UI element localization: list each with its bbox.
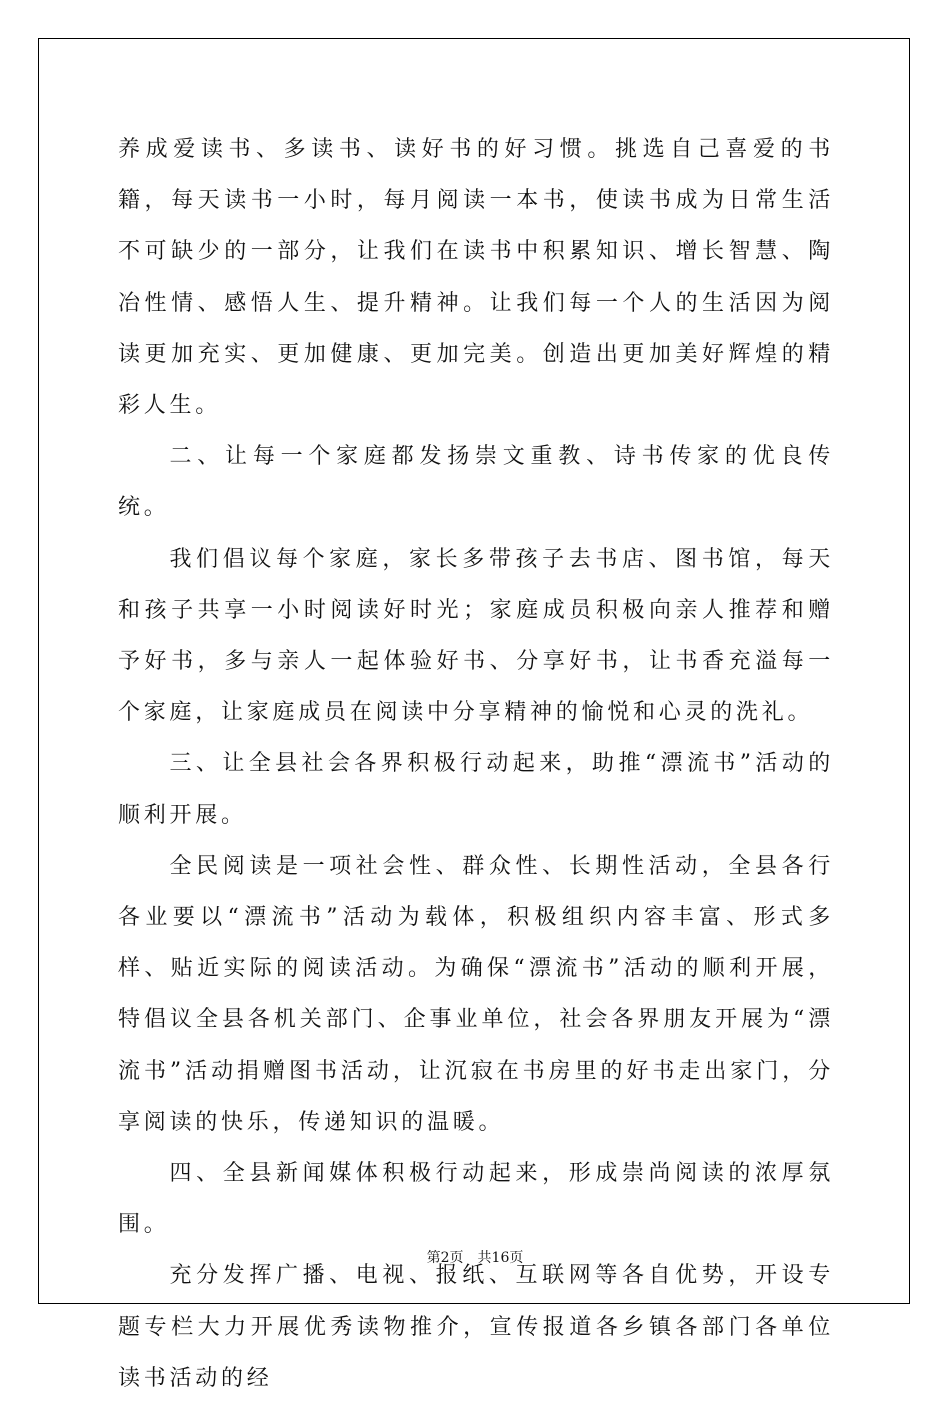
heading-section-3: 三、让全县社会各界积极行动起来，助推“漂流书”活动的顺利开展。: [118, 751, 834, 828]
page-number: 第2页: [426, 1250, 464, 1266]
paragraph-media: 充分发挥广播、电视、报纸、互联网等各自优势，开设专题专栏大力开展优秀读物推介，宣传报道各乡镇各部门各单位读书活动的经: [118, 1263, 834, 1391]
page-footer: [0, 1247, 950, 1267]
heading-section-2: 二、让每一个家庭都发扬崇文重教、诗书传家的优良传统。: [118, 444, 834, 521]
paragraph-continuation: 养成爱读书、多读书、读好书的好习惯。挑选自己喜爱的书籍，每天读书一小时，每月阅读一本书，使读书成为日常生活不可缺少的一部分，让我们在读书中积累知识、增长智慧、陶冶性情、感悟人生、提升精神。让我们每一个人的生活因为阅读更加充实、更加健康、更加完美。创造出更加美好辉煌的精彩人生。: [118, 137, 834, 419]
document-body: [118, 124, 834, 1404]
paragraph-family-reading: 我们倡议每个家庭，家长多带孩子去书店、图书馆，每天和孩子共享一小时阅读好时光；家庭成员积极向亲人推荐和赠予好书，多与亲人一起体验好书、分享好书，让书香充溢每一个家庭，让家庭成员在阅读中分享精神的愉悦和心灵的洗礼。: [118, 546, 834, 726]
page-total: 共16页: [477, 1250, 524, 1266]
paragraph-drifting-books: 全民阅读是一项社会性、群众性、长期性活动，全县各行各业要以“漂流书”活动为载体，积极组织内容丰富、形式多样、贴近实际的阅读活动。为确保“漂流书”活动的顺利开展，特倡议全县各机关部门、企事业单位，社会各界朋友开展为“漂流书”活动捐赠图书活动，让沉寂在书房里的好书走出家门，分享阅读的快乐，传递知识的温暖。: [118, 853, 834, 1135]
heading-section-4: 四、全县新闻媒体积极行动起来，形成崇尚阅读的浓厚氛围。: [118, 1161, 834, 1238]
